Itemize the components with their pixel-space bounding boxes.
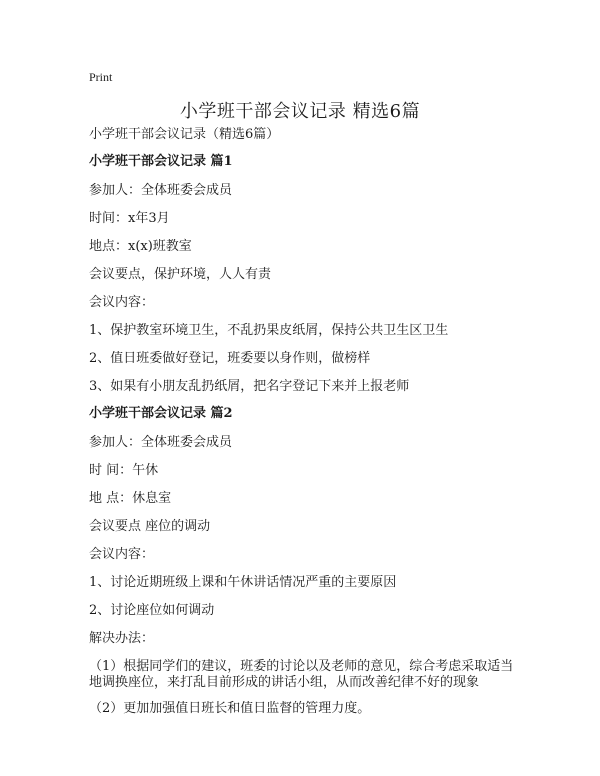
solution-item: （2）更加加强值日班长和值日监督的管理力度。 (89, 701, 371, 716)
key-points-1: 会议要点，保护环境，人人有责 (89, 267, 272, 282)
section-heading-1: 小学班干部会议记录 篇1 (89, 154, 233, 169)
key-points-2: 会议要点 座位的调动 (89, 519, 211, 534)
location-2: 地 点：休息室 (89, 491, 172, 506)
content-label-1: 会议内容： (89, 295, 155, 310)
location-1: 地点：x(x)班教室 (89, 239, 192, 254)
print-label: Print (89, 70, 113, 84)
content-label-2: 会议内容： (89, 547, 155, 562)
solution-label: 解决办法： (89, 631, 155, 646)
participants-2: 参加人：全体班委会成员 (89, 435, 233, 450)
document-subtitle: 小学班干部会议记录（精选6篇） (89, 127, 280, 142)
section-heading-2: 小学班干部会议记录 篇2 (89, 406, 233, 421)
document-title: 小学班干部会议记录 精选6篇 (179, 101, 421, 122)
solution-item: （1）根据同学们的建议，班委的讨论以及老师的意见，综合考虑采取适当地调换座位，来打乱目前形成的讲话小组，从而改善纪律不好的现象 (89, 659, 514, 690)
list-item: 3、如果有小朋友乱扔纸屑，把名字登记下来并上报老师 (89, 379, 410, 394)
list-item: 1、讨论近期班级上课和午休讲话情况严重的主要原因 (89, 575, 397, 590)
list-item: 1、保护教室环境卫生，不乱扔果皮纸屑，保持公共卫生区卫生 (89, 323, 449, 338)
list-item: 2、讨论座位如何调动 (89, 603, 215, 618)
document-body (89, 127, 529, 717)
time-1: 时间：x年3月 (89, 211, 170, 226)
time-2: 时 间：午休 (89, 463, 159, 478)
list-item: 2、值日班委做好登记，班委要以身作则，做榜样 (89, 351, 371, 366)
participants-1: 参加人：全体班委会成员 (89, 183, 233, 198)
